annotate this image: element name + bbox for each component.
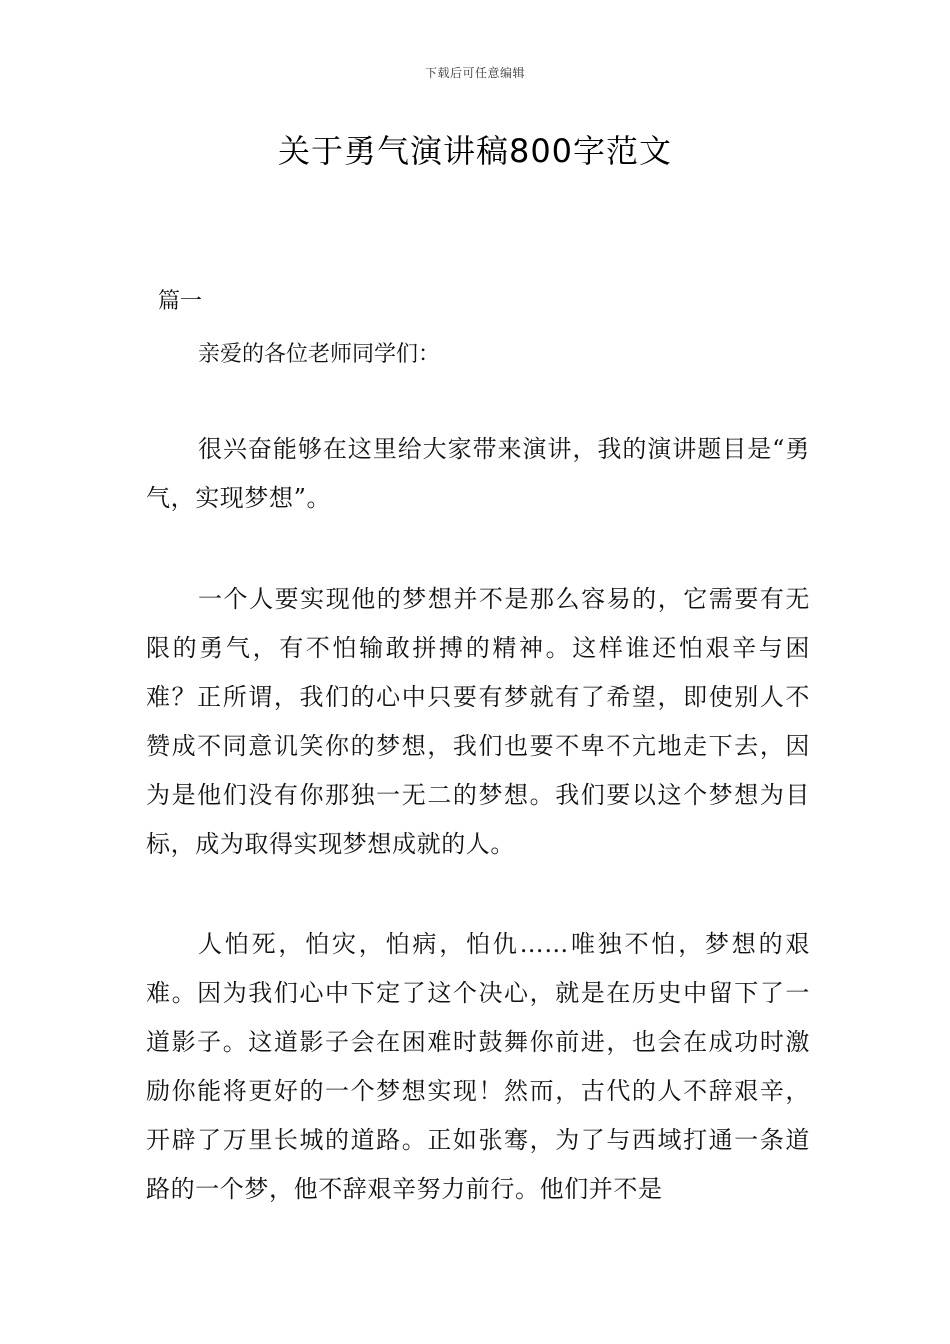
header-note: 下载后可任意编辑 — [424, 66, 525, 80]
body-paragraph: 很兴奋能够在这里给大家带来演讲，我的演讲题目是“勇气，实现梦想”。 — [146, 435, 810, 512]
document-title: 关于勇气演讲稿800字范文 — [277, 132, 673, 170]
body-paragraph: 一个人要实现他的梦想并不是那么容易的，它需要有无限的勇气，有不怕输敢拼搏的精神。这样谁还怕艰辛与困难？正所谓，我们的心中只要有梦就有了希望，即使别人不赞成不同意讥笑你的梦想，我们也要不卑不亢地走下去，因为是他们没有你那独一无二的梦想。我们要以这个梦想为目标，成为取得实现梦想成就的人。 — [146, 585, 810, 858]
section-label: 篇一 — [158, 289, 203, 314]
salutation: 亲爱的各位老师同学们： — [198, 342, 441, 367]
body-paragraph: 人怕死，怕灾，怕病，怕仇……唯独不怕，梦想的艰难。因为我们心中下定了这个决心，就是在历史中留下了一道影子。这道影子会在困难时鼓舞你前进，也会在成功时激励你能将更好的一个梦想实现！然而，古代的人不辞艰辛，开辟了万里长城的道路。正如张骞，为了与西域打通一条道路的一个梦，他不辞艰辛努力前行。他们并不是 — [146, 930, 810, 1203]
